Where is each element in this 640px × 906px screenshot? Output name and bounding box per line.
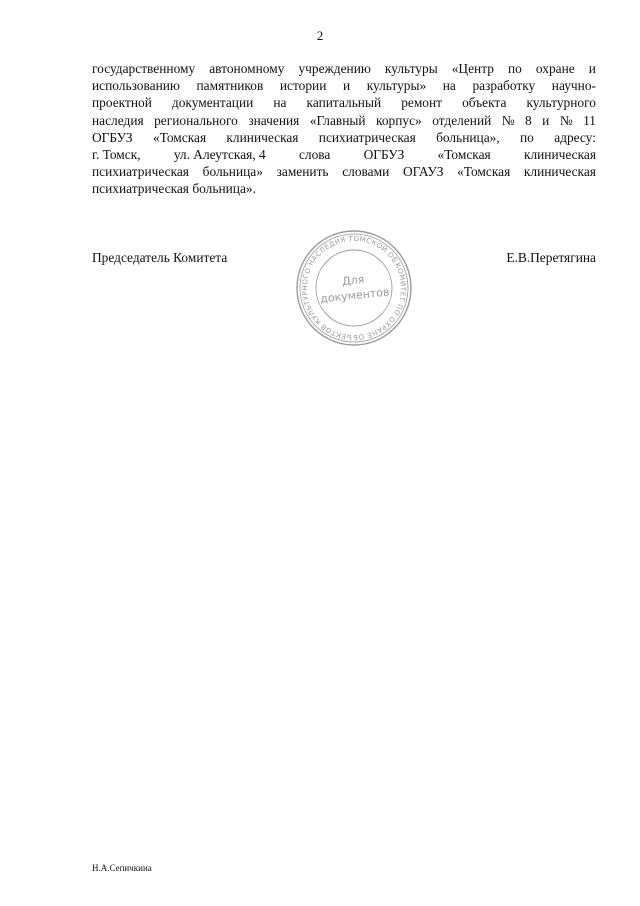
text-line [92, 163, 596, 180]
text-word: значения [248, 112, 300, 128]
text-word: ОГБУЗ [363, 147, 405, 163]
text-word: «Томская [457, 164, 511, 180]
text-word: охране [535, 61, 575, 76]
text-line [92, 146, 596, 163]
text-word: № [501, 112, 515, 128]
text-word: государственному [92, 61, 196, 76]
text-word: клиническая [523, 164, 596, 180]
text-word: ОГАУЗ [402, 164, 444, 180]
text-line [92, 112, 596, 129]
text-word: разработку [472, 78, 536, 94]
text-word: «Центр [451, 61, 494, 76]
text-word: по [507, 61, 522, 76]
text-word: словами [342, 164, 390, 180]
text-line [92, 77, 596, 94]
signature-role: Председатель Комитета [92, 250, 228, 265]
text-word: 11 [583, 112, 596, 128]
text-word: автономному [209, 61, 285, 76]
body-paragraph [92, 60, 596, 198]
text-word: по [520, 129, 534, 145]
text-word: «Томская [152, 129, 207, 145]
text-word: клиническая [523, 147, 596, 163]
text-word: регионального [154, 112, 238, 128]
text-word: и [342, 78, 351, 94]
text-word: ул. Алеутская, 4 [173, 147, 266, 163]
text-word: больница», [436, 129, 500, 145]
text-word: адресу: [554, 129, 596, 145]
stamp-center-text-top: Для [341, 272, 365, 289]
text-word: № [559, 112, 573, 128]
text-word: психиатрическая [318, 129, 416, 145]
text-word: проектной [92, 95, 152, 111]
text-word: заменить [276, 164, 329, 180]
text-word: отделений [432, 112, 492, 128]
text-word: научно- [551, 78, 596, 94]
text-word: и [588, 61, 596, 76]
text-line [92, 60, 596, 77]
text-word: больница» [202, 164, 263, 180]
text-word: на [273, 95, 287, 111]
text-word: культуры» [366, 78, 427, 94]
text-word: 8 [525, 112, 532, 128]
text-word: культурного [526, 95, 596, 111]
text-word: ОГБУЗ [92, 129, 133, 145]
text-word: культуры [384, 61, 438, 76]
text-word: клиническая [226, 129, 299, 145]
text-word: истории [279, 78, 327, 94]
text-word: на [442, 78, 456, 94]
text-line [92, 129, 596, 146]
page-number: 2 [316, 28, 324, 43]
text-line [92, 180, 596, 197]
text-word: г. Томск, [92, 147, 141, 163]
text-word: психиатрическая [92, 164, 189, 180]
text-word: и [542, 112, 550, 128]
text-word: слова [298, 147, 331, 163]
text-word: памятников [196, 78, 264, 94]
text-word: корпус» [376, 112, 422, 128]
signature-name: Е.В.Перетягина [506, 250, 596, 265]
stamp-ring-text: КОМИТЕТ ПО ОХРАНЕ ОБЪЕКТОВ КУЛЬТУРНОГО НАСЛЕДИЯ ТОМСКОЙ ОБЛАСТИ [300, 234, 408, 342]
svg-text:КОМИТЕТ ПО ОХРАНЕ ОБЪЕКТОВ КУЛ [294, 228, 414, 348]
text-line [92, 94, 596, 111]
text-word: использованию [92, 78, 180, 94]
text-word: капитальный [306, 95, 382, 111]
text-word: «Томская [437, 147, 491, 163]
text-word: учреждению [298, 61, 371, 76]
text-word: ремонт [401, 95, 443, 111]
stamp-center-text-bottom: документов [319, 285, 390, 306]
text-word: наследия [92, 112, 144, 128]
executor-footnote: Н.А.Сепичкина [92, 863, 152, 873]
text-word: психиатрическая больница». [92, 181, 256, 197]
text-word: документации [171, 95, 254, 111]
text-word: «Главный [309, 112, 366, 128]
text-word: объекта [462, 95, 507, 111]
seal-stamp [294, 228, 414, 348]
